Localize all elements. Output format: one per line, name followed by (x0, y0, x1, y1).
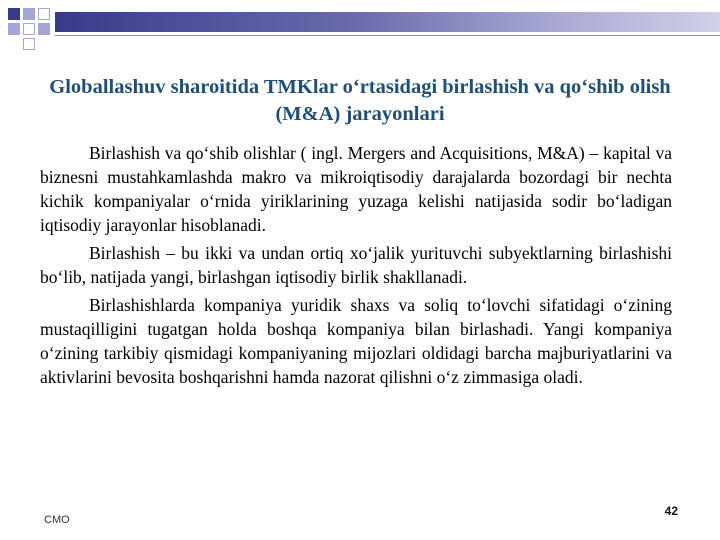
corner-square-light (23, 8, 35, 20)
corner-square-light (38, 23, 50, 35)
corner-square-dark (8, 8, 20, 20)
slide-title: Globallashuv sharoitida TMKlar o‘rtasidagi birlashish va qo‘shib olish (M&A) jarayonlari (49, 76, 671, 125)
paragraph: Birlashish va qo‘shib olishlar ( ingl. Mergers and Acquisitions, M&A) – kapital va biznesni mustahkamlashda makro va mikroiqtisodiy darajalarda bozordagi bir nechta kichik kompaniyalar o‘rnida yiriklarining yuzaga kelishi natijasida sodir bo‘ladigan iqtisodiy jarayonlar hisoblanadi. (40, 143, 672, 235)
corner-square-outline (23, 23, 35, 35)
slide-body (40, 141, 672, 393)
corner-square-outline (38, 8, 50, 20)
paragraph: Birlashishlarda kompaniya yuridik shaxs va soliq to‘lovchi sifatidagi o‘zining mustaqilligini tugatgan holda boshqa kompaniya bilan birlashadi. Yangi kompaniya o‘zining tarkibiy qismidagi kompaniyaning mijozlari oldidagi barcha majburiyatlarini va aktivlarini bevosita boshqarishni hamda nazorat qilishni o‘z zimmasiga oladi. (40, 295, 672, 387)
corner-square-light (8, 23, 20, 35)
page-number: 42 (664, 504, 678, 518)
header-divider (55, 35, 720, 36)
corner-square-outline (23, 38, 35, 50)
footer-label: CMO (44, 514, 70, 526)
paragraph: Birlashish – bu ikki va undan ortiq xo‘jalik yurituvchi subyektlarning birlashishi bo‘lib, natijada yangi, birlashgan iqtisodiy birlik shakllanadi. (40, 243, 672, 287)
header-gradient-bar (55, 12, 720, 32)
